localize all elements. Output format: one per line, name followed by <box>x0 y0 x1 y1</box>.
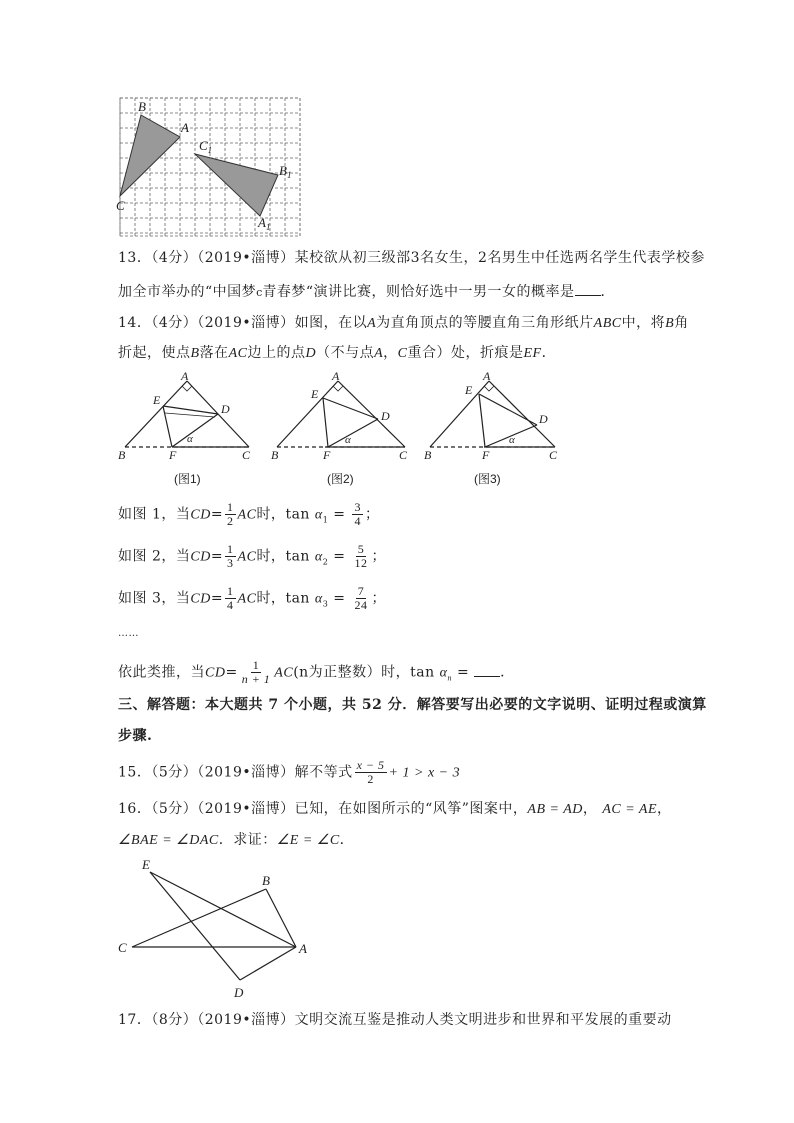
svg-text:C: C <box>242 448 251 462</box>
label-C: C <box>116 198 125 213</box>
label-A: A <box>181 120 189 135</box>
svg-text:D: D <box>539 412 548 426</box>
q13-line2: 加全市举办的“中国梦c青春梦“演讲比赛，则恰好选中一男一女的概率是 ． <box>118 281 615 303</box>
svg-text:B: B <box>262 873 270 888</box>
svg-text:D: D <box>221 402 230 416</box>
q14-case-3: 如图 3，当CD= $\frac{1}{4}$ AC时，$\tan \alpha_3$ = $\frac{7}{24}$ ； <box>118 584 386 612</box>
svg-text:C: C <box>399 448 408 462</box>
q13-answer-blank <box>575 281 601 296</box>
svg-text:E: E <box>153 393 161 407</box>
svg-text:A: A <box>483 369 491 383</box>
caption-fig1: (图1) <box>174 472 201 486</box>
q13-line2b: 青春梦“演讲比赛，则恰好选中一男一女的概率是 <box>262 284 575 300</box>
svg-text:A: A <box>181 369 189 383</box>
q15-line: 15．（5分）（2019•淄博）解不等式 $\frac{x - 5}{2}$ + 1 > x − 3 <box>118 758 461 786</box>
label-C1: $C_1$ <box>199 138 213 155</box>
svg-text:F: F <box>323 448 331 462</box>
q14-ellipsis: …… <box>118 628 139 639</box>
q13-line2a: 加全市举办的“中国梦 <box>118 284 257 300</box>
section3-heading-line1: 三、解答题：本大题共 7 个小题，共 52 分．解答要写出必要的文字说明、证明过程或演算 <box>118 697 707 713</box>
q17-line1: 17．（8分）（2019•淄博）文明交流互鉴是推动人类文明进步和世界和平发展的重要动 <box>118 1012 672 1028</box>
svg-text:C: C <box>118 940 127 955</box>
q14-line2: 折起，使点B落在AC边上的点D（不与点A，C重合）处，折痕是EF． <box>118 345 557 361</box>
q16-line2: ∠BAE = ∠DAC．求证：∠E = ∠C． <box>118 832 355 848</box>
q14-figure-3 <box>418 366 568 490</box>
label-A1: $A_1$ <box>258 215 271 232</box>
svg-text:A: A <box>332 369 340 383</box>
q14-case-1: 如图 1，当CD= $\frac{1}{2}$ AC时，$\tan \alpha_1$ = $\frac{3}{4}$ ； <box>118 500 380 528</box>
q16-kite-figure <box>112 852 322 1002</box>
svg-text:E: E <box>311 387 319 401</box>
svg-text:C: C <box>549 448 558 462</box>
svg-text:B: B <box>118 448 126 462</box>
triangle-a1b1c1 <box>195 154 278 216</box>
q14-figure-2 <box>265 366 415 490</box>
q13-line1: 13．（4分）（2019•淄博）某校欲从初三级部3名女生，2名男生中任选两名学生代表学校参 <box>118 250 705 266</box>
q16-line1: 16．（5分）（2019•淄博）已知，在如图所示的“风筝”图案中，AB = AD， AC = AE， <box>118 801 672 817</box>
svg-text:F: F <box>482 448 490 462</box>
svg-text:D: D <box>381 409 390 423</box>
svg-text:α: α <box>509 434 515 446</box>
svg-text:α: α <box>345 434 351 446</box>
caption-fig3: (图3) <box>474 472 501 486</box>
section3-heading-line2: 步骤. <box>118 728 153 744</box>
svg-text:α: α <box>187 433 193 445</box>
svg-text:A: A <box>299 941 307 956</box>
label-B: B <box>138 99 146 114</box>
caption-fig2: (图2) <box>327 472 354 486</box>
q14-answer-blank <box>474 662 500 677</box>
svg-text:E: E <box>465 383 473 397</box>
grid-triangles-figure <box>110 92 310 242</box>
q14-figure-1 <box>112 366 262 490</box>
svg-text:B: B <box>424 448 432 462</box>
svg-text:F: F <box>169 448 177 462</box>
svg-text:B: B <box>271 448 279 462</box>
q14-line1: 14．（4分）（2019•淄博）如图，在以A为直角顶点的等腰直角三角形纸片ABC中，将B角 <box>118 315 689 331</box>
svg-text:D: D <box>234 985 244 1000</box>
q14-general: 依此类推，当CD= $\frac{1}{n + 1}$ AC(n为正整数）时，$\tan \alpha_n$ = ． <box>118 658 515 686</box>
label-B1: $B_1$ <box>279 163 292 180</box>
q14-case-2: 如图 2，当CD= $\frac{1}{3}$ AC时，$\tan \alpha_2$ = $\frac{5}{12}$ ； <box>118 542 386 570</box>
svg-text:E: E <box>142 857 150 872</box>
